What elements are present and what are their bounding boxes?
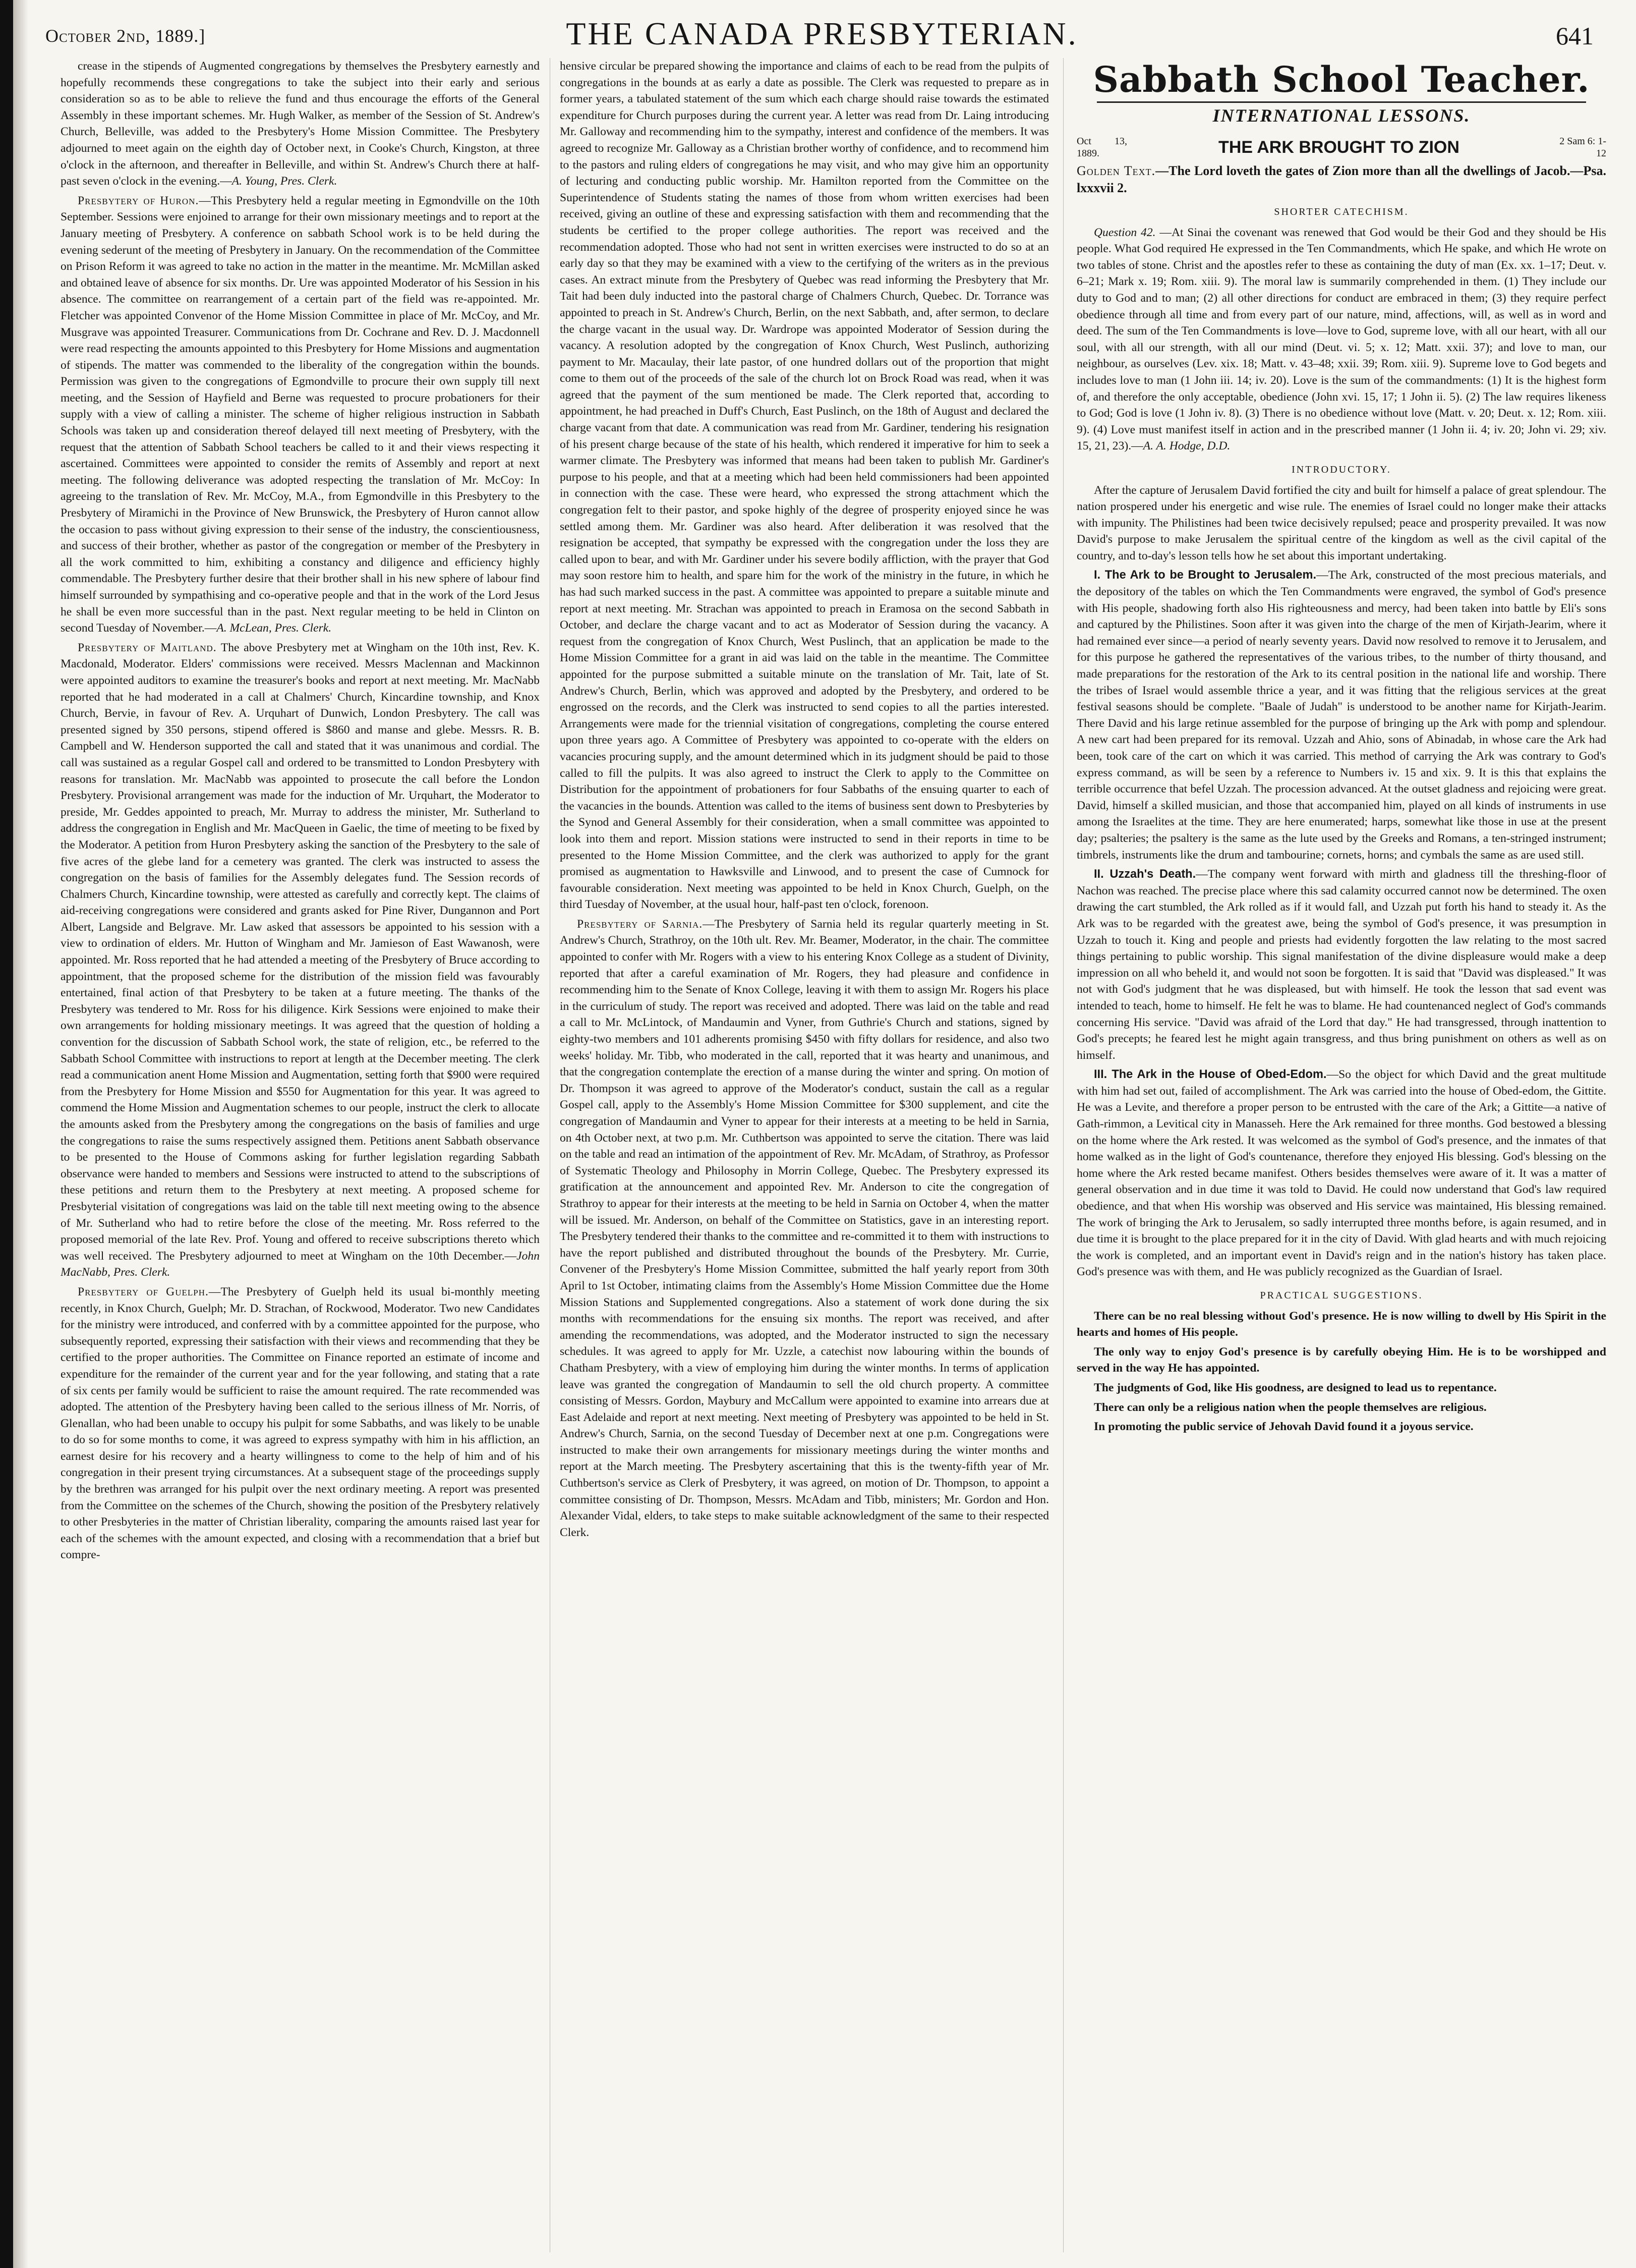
practical-suggestions-heading: PRACTICAL SUGGESTIONS.	[1260, 1290, 1423, 1301]
presbytery-report-maitland: Presbytery of Maitland. The above Presbytery met at Wingham on the 10th inst, Rev. K. Macdonald, Moderator. Elders' commissions were received. Messrs Maclennan and Mackinnon were appointed auditors to examine the treasurer's books and report at next meeting. Mr. MacNabb reported that he had moderated in a call at Chalmers' Church, Kincardine township, and Knox Church, Bervie, in favour of Rev. A. Urquhart of Dunwich, London Presbytery. The call was presented signed by 350 persons, stipend offered is $860 and manse and glebe. Messrs. R. B. Campbell and W. Henderson supported the call and stated that it was unanimous and cordial. The call was sustained as a regular Gospel call and ordered to be transmitted to London Presbytery with reasons for translation. Mr. MacNabb was appointed to prosecute the call before the London Presbytery. Provisional arrangement was made for the induction of Mr. Urquhart, the Moderator to preside, Mr. Geddes appointed to preach, Mr. Murray to address the minister, Mr. Sutherland to address the congregation in English and Mr. MacQueen in Gaelic, the time of meeting to be fixed by the Moderator. A petition from Huron Presbytery asking the sanction of the Presbytery to the sale of five acres of the glebe land for a cemetery was granted. The clerk was instructed to assess the congregation on the basis of families for the Assembly delegates fund. The Session records of Chalmers Church, Kincardine township, were attested as carefully and correctly kept. The claims of aid-receiving congregations were considered and grants asked for Pine River, Dungannon and Port Albert, Langside and Belgrave. Mr. Law asked that assessors be appointed to his session with a view to ordination of elders. Mr. Hutton of Wingham and Mr. Jamieson of East Wawanosh, were appointed. Mr. Ross reported that he had attended a meeting of the Presbytery of Bruce according to appointment, that the proposed scheme for the distribution of the mission field was favourably entertained, final action of that Presbytery to be taken at a future meeting. The thanks of the Presbytery was tendered to Mr. Ross for his diligence. Kirk Sessions were enjoined to make their own arrangements for holding missionary meetings. It was agreed that the question of holding a convention for the discussion of Sabbath School work, the state of religion, etc., be referred to the Sabbath School Committee with instructions to report at length at the December meeting. The clerk read a communication anent Home Mission and Augmentation, setting forth that $900 were required from the Presbytery for Home Mission and $550 for Augmentation for this year. It was agreed to commend the Home Mission and Augmentation schemes to our people, instruct the clerk to allocate the amounts asked from the Presbytery among the congregations on the basis of families and urge the congregations to raise the sums respectively assigned them. Petitions anent Sabbath observance to be presented to the House of Commons asking for further legislation regarding Sabbath observance were handed to members and Sessions were instructed to attend to the subscriptions of these petitions and return them to the Presbytery at next meeting. A proposed scheme for Presbyterial visitation of congregations was laid on the table till next meeting owing to the absence of Mr. Sutherland who had to retire before the close of the meeting. Mr. Ross referred to the proposed memorial of the late Rev. Prof. Young and offered to receive subscriptions thereto which was well received. The Presbytery adjourned to meet at Wingham on the 10th December.—John MacNabb, Pres. Clerk.	[61, 641, 540, 1279]
presbytery-report-guelph: Presbytery of Guelph.—The Presbytery of Guelph held its usual bi-monthly meeting recently, in Knox Church, Guelph; Mr. D. Strachan, of Rockwood, Moderator. Two new Candidates for the ministry were introduced, and conferred with by a committee appointed for the purpose, who subsequently reported, expressing their satisfaction with their views and recommending that they be certified to the proper authorities. The Committee on Finance reported an estimate of income and expenditure for the remainder of the current year and for the year following, and stating that a rate of six cents per family would be sufficient to raise the amount required. The rate recommended was adopted. The attention of the Presbytery having been called to the serious illness of Mr. Norris, of Glenallan, who had been unable to occupy his pulpit for some Sabbaths, and was likely to be unable to do so for some months to come, it was agreed to express sympathy with him in his affliction, an earnest desire for his recovery and a hearty willingness to come to the help of him and of his congregation in their present trying circumstances. At a subsequent stage of the proceedings supply by the brethren was arranged for his pulpit over the next ordinary meeting. A report was presented from the Committee on the schemes of the Church, showing the position of the Presbytery relatively to other Presbyteries in the matter of Christian liberality, comparing the amounts raised last year for each of the schemes with the amount expected, and closing with a recommendation that a brief but compre-	[61, 1285, 540, 1562]
catechism-text: Question 42. —At Sinai the covenant was renewed that God would be their God and they should be His people. What God required He expressed in the Ten Commandments, which He spake, and which He wrote on two tables of stone. Christ and the apostles refer to these as containing the duty of man (Ex. xx. 1–17; Deut. v. 6–21; Mark x. 19; Rom. xiii. 9). The moral law is summarily comprehended in them. (1) They include our duty to God and to man; (2) all other directions for conduct are embraced in them; (3) they require perfect obedience through all time and from every part of our nature, mind, affections, will, as well as in word and deed. The sum of the Ten Commandments is love—love to God, supreme love, with all our heart, with all our soul, with all our strength, with all our mind (Deut. vi. 5; x. 12; Matt. xxii. 37); and love to man, our neighbour, as ourselves (Lev. xix. 18; Matt. v. 43–48; xxii. 39; Rom. xiii. 9). Supreme love to God begets and includes love to man (1 John iii. 14; iv. 20). Love is the sum of the commandments: (1) It is the highest form of, and therefore the only acceptable, obedience (John xvi. 15, 17; 1 John ii. 5). (2) The law requires likeness to God; God is love (1 John iv. 8). (3) There is no obedience without love (Matt. v. 20; Deut. x. 12; Rom. xiii. 9). (4) Love must manifest itself in action and in the prescribed manner (1 John ii. 4; iv. 20; John vi. 29; xiv. 15, 21, 23).—A. A. Hodge, D.D.	[1077, 225, 1606, 453]
page-number: 641	[1556, 22, 1594, 50]
presbytery-report: crease in the stipends of Augmented congregations by themselves the Presbytery earnestly and hopefully recommends these congregations to take the subject into their early and serious consideration so as to be able to relieve the fund and thus encourage the efforts of the General Assembly in these important schemes. Mr. Hugh Walker, as member of the Session of St. Andrew's Church, Belleville, was added to the Presbytery's Home Mission Committee. The Presbytery adjourned to meet again on the eighth day of October next, in Cooke's Church, Kingston, at three o'clock in the afternoon, and thereafter in Belleville, and within St. Andrew's Church there at half-past seven o'clock in the evening.—A. Young, Pres. Clerk.	[61, 60, 540, 188]
golden-text: Golden Text.—The Lord loveth the gates of Zion more than all the dwellings of Jacob.—Psa. lxxxvii 2.	[1077, 163, 1606, 195]
introductory-text: After the capture of Jerusalem David fortified the city and built for himself a palace of great splendour. The nation prospered under his energetic and wise rule. The enemies of Israel could no longer make their attacks with impunity. The Philistines had been twice decisively repulsed; peace and prosperity prevailed. It was now David's purpose to make Jerusalem the spiritual centre of the kingdom as well as the civil capital of the country, and to-day's lesson tells how he set about this important undertaking.	[1077, 483, 1606, 562]
column-divider	[1063, 58, 1064, 2252]
section-subtitle: INTERNATIONAL LESSONS.	[1212, 105, 1471, 126]
newspaper-title: THE CANADA PRESBYTERIAN.	[566, 16, 1078, 51]
practical-suggestions	[1077, 1308, 1606, 1435]
introductory-heading: INTRODUCTORY.	[1292, 464, 1391, 475]
presbytery-report-huron: Presbytery of Huron.—This Presbytery held a regular meeting in Egmondville on the 10th September. Sessions were enjoined to arrange for their own missionary meetings and to report at the January meeting of Presbytery. A conference on sabbath School work is to be held during the evening sederunt of the meeting of Presbytery in January. On the recommendation of the Committee on Prison Reform it was agreed to take no action in the matter in the meantime. Mr. McMillan asked and obtained leave of absence for six months. Dr. Ure was appointed Moderator of his Session in his absence. The committee on rearrangement of a certain part of the field was re-appointed. Mr. Fletcher was appointed Convenor of the Home Mission Committee in place of Mr. McCoy, and Mr. Musgrave was appointed Treasurer. Communications from Dr. Cochrane and Rev. D. J. Macdonnell were read respecting the amounts appointed to this Presbytery for Home Missions and augmentation of stipends. The matter was commended to the liberality of the congregation within the bounds. Permission was given to the congregations of Egmondville to procure their own supply till next meeting, and the Session of Hayfield and Berne was requested to procure probationers for their supply with a view of calling a minister. The scheme of higher religious instruction in Sabbath Schools was taken up and consideration thereof delayed till next meeting of Presbytery, with the request that the attention of Sabbath School teachers be called to it and their views respecting it ascertained. Committees were appointed to consider the remits of Assembly and report at next meeting. The following deliverance was adopted respecting the translation of Mr. McCoy: In agreeing to the translation of Rev. Mr. McCoy, M.A., from Egmondville in this Presbytery to the Presbytery of Miramichi in the Province of New Brunswick, the Presbytery of Huron cannot allow the occasion to pass without giving expression to their sense of the industry, the conscientiousness, and success of their brother, whether as pastor of the congregation or member of the Presbytery in all the work committed to him, exhibiting a constancy and diligence and efficiency highly commendable. The Presbytery further desire that their brother shall in his new sphere of labour find himself surrounded by sympathising and co-operative people and that in the work of the Lord Jesus he shall be even more successful than in the past. Next regular meeting to be held in Clinton on second Tuesday of November.—A. McLean, Pres. Clerk.	[61, 194, 540, 635]
suggestion: There can only be a religious nation when the people themselves are religious.	[1094, 1400, 1487, 1414]
scan-margin-shadow	[13, 0, 28, 2268]
presbytery-report-guelph-cont: hensive circular be prepared showing the importance and claims of each to be read from the pulpits of congregations in the bounds at as early a date as possible. The Clerk was requested to prepare as in former years, a tabulated statement of the sum which each charge should raise towards the estimated expenditure for Church purposes during the current year. A letter was read from Dr. Laing introducing Mr. Galloway and recommending him to the sympathy, interest and confidence of the members. It was agreed to recognize Mr. Galloway as a Christian brother worthy of confidence, and to recommend him to the pastors and ruling elders of congregations he may visit, and who may give him an opportunity of lecturing and conducting public worship. Mr. Hamilton reported from the Committee on the Superintendence of Students stating the names of those from whom written exercises had been received, giving an outline of these and expressing satisfaction with them and recommending that the students be certified to the proper college authorities. The report was received and the recommendation adopted. Those who had not sent in written exercises were instructed to do so at an early day so that they may be examined with a view to the certifying of the writers as in the previous cases. An extract minute from the Presbytery of Quebec was read informing the Presbytery that Mr. Tait had been duly inducted into the pastoral charge of Chalmers Church, Quebec. Dr. Torrance was appointed to preach in St. Andrew's Church, Berlin, on the next Sabbath, and, after sermon, to declare the charge vacant in the usual way. Dr. Wardrope was appointed Moderator of Session during the vacancy. A resolution adopted by the congregation of Knox Church, West Puslinch, authorizing payment to Mr. Macaulay, their late pastor, of one hundred dollars out of the proportion that might come to them out of the proceeds of the sale of the church lot on Brock Road was read, when it was agreed that the payment of the sum mentioned be made. The Clerk reported that, according to appointment, he had preached in Duff's Church, East Puslinch, on the 18th of August and declared the charge vacant from that date. A communication was read from Mr. Gardiner, tendering his resignation of his present charge because of the state of his health, which rendered it imperative for him to seek a warmer climate. The Presbytery was informed that means had been taken to publish Mr. Gardiner's purpose to his people, and that at a meeting which had been held commissioners had been appointed in connection with the case. These were heard, who expressed the strong attachment which the congregation felt to their pastor, and spoke highly of the degree of prosperity enjoyed since he was settled among them. Mr. Gardiner was also heard. After deliberation it was resolved that the resignation be accepted, that sympathy be expressed with the congregation under the loss they are called upon to bear, and with Mr. Gardiner under his severe bodily affliction, with the prayer that God may soon restore him to health, and spare him for the work of the ministry in the future, in which he has had such marked success in the past. A committee was appointed to prepare a suitable minute and report at next meeting. Mr. Strachan was appointed to preach in Eramosa on the second Sabbath in October, and declare the charge vacant and to act as Moderator of Session during the vacancy. A request from the congregation of Knox Church, West Puslinch, that an application be made to the Home Mission Committee for a grant in aid was laid on the table in the meantime. The Committee appointed for the purpose submitted a suitable minute on the translation of Mr. Tait, late of St. Andrew's Church, Berlin, which was approved and adopted by the Presbytery, and ordered to be engrossed on the records, and the Clerk was instructed to send copies to all the parties interested. Arrangements were made for the triennial visitation of congregations, completing the course entered upon three years ago. A Committee of Presbytery was appointed to co-operate with the elders on vacancies procuring supply, and the amount determined which in its judgment should be paid to those called to fill the pulpits. It was also agreed to instruct the Clerk to apply to the Committee on Distribution for the appointment of probationers for four Sabbaths of the ensuing quarter to each of the vacancies in the bounds. Attention was called to the items of business sent down to Presbyteries by the Synod and General Assembly for their consideration, when a small committee was appointed to look into them and report. Mission stations were instructed to send in their reports in time to be presented to the Home Mission Committee, and the clerk was authorized to apply for the grant promised as augmentation to Hawksville and Linwood, and to present the case of Cumnock for favourable consideration. Next meeting was appointed to be held in Knox Church, Guelph, on the third Tuesday of November, at the usual hour, half-past ten o'clock, forenoon.	[560, 60, 1049, 912]
column-middle	[560, 58, 1049, 2252]
column-left	[61, 58, 540, 2252]
lesson-section-3: III. The Ark in the House of Obed-Edom.—So the object for which David and the great multitude with him had set out, failed of accomplishment. The Ark was carried into the house of Obed-edom, the Gittite. He was a Levite, and therefore a proper person to be entrusted with the care of the Ark; a Gittite—a native of Gath-rimmon, a Levitical city in Manasseh. Here the Ark remained for three months. God bestowed a blessing on the home where the Ark rested. It was welcomed as the symbol of God's presence, and the inmates of that home walked as in the light of God's countenance, therefore they enjoyed His blessing. God's blessing on the home where the Ark rested became manifest. Others besides themselves were aware of it. It was a matter of general observation and in due time it was told to David. He could now understand that God's law required obedience, and that when His worship was observed and His service was maintained, His blessing remained. The work of bringing the Ark to Jerusalem, so sadly interrupted three months before, is again resumed, and in due time it is brought to the place prepared for it in the city of David. With glad hearts and with much rejoicing the work is completed, and an important event in David's reign and in the nation's history has taken place. God's presence was with them, and He was publicly recognized as the Guardian of Israel.	[1077, 1068, 1606, 1279]
issue-date: October 2nd, 1889.]	[45, 26, 206, 46]
lesson-date: Oct 13, 1889.	[1077, 136, 1127, 159]
column-right	[1077, 58, 1606, 2252]
lesson-title: THE ARK BROUGHT TO ZION	[1218, 137, 1459, 157]
section-masthead: Sabbath School Teacher.	[1093, 59, 1590, 100]
page-header	[35, 11, 1609, 56]
suggestion: The only way to enjoy God's presence is by carefully obeying Him. He is to be worshipped and served in the way He has appointed.	[1077, 1345, 1606, 1375]
suggestion: The judgments of God, like His goodness, are designed to lead us to repentance.	[1094, 1381, 1497, 1394]
lesson-header	[1077, 135, 1606, 159]
presbytery-report-sarnia: Presbytery of Sarnia.—The Presbytery of Sarnia held its regular quarterly meeting in St. Andrew's Church, Strathroy, on the 10th ult. Rev. Mr. Beamer, Moderator, in the chair. The committee appointed to confer with Mr. Rogers with a view to his entering Knox College as a student of Divinity, reported that after a careful examination of Mr. Rogers, they had pleasure and confidence in recommending him to the Senate of Knox College, leaving it with them to assign Mr. Rogers his place in the curriculum of study. The report was received and adopted. There was laid on the table and read a call to Mr. McLintock, of Mandaumin and Vyner, from Guthrie's Church and stations, signed by eighty-two members and 101 adherents promising $450 with fifty dollars for residence, and also two weeks' holiday. Mr. Tibb, who moderated in the call, reported that it was hearty and unanimous, and that the congregation contemplate the erection of a manse during the winter and spring. On motion of Dr. Thompson it was agreed to approve of the Moderator's conduct, sustain the call as a regular Gospel call, apply to the Assembly's Home Mission Committee for $300 supplement, and cite the congregation of Mandaumin and Vyner to appear for their interests at a meeting to be held in Sarnia, on 4th October next, at two p.m. Mr. Cuthbertson was appointed to serve the citation. There was laid on the table and read an intimation of the appointment of Rev. Mr. McAdam, of Strathroy, as Professor of Systematic Theology and Philosophy in Morrin College, Quebec. The Presbytery expressed its gratification at the announcement and appointed Rev. Mr. Anderson to cite the congregation of Strathroy to appear for their interests at the meeting to be held in Sarnia on October 4, when the matter will be issued. Mr. Anderson, on behalf of the Committee on Statistics, gave in an interesting report. The Presbytery tendered their thanks to the committee and re-committed it to them with instructions to have the report published and distributed throughout the bounds of the Presbytery. Mr. Currie, Convener of the Presbytery's Home Mission Committee, submitted the half yearly report from 30th April to 1st October, intimating claims from the Assembly's Home Mission Committee due the Home Mission Stations and Supplemented congregations. Also a statement of work done during the six months with recommendations for the ensuing six months. The report was received, and after amending the recommendations, was adopted, and the Moderator instructed to sign the necessary schedules. It was agreed to apply for Mr. Uzzle, a catechist now labouring within the bounds of Chatham Presbytery, with a view of employing him during the winter months. In terms of application leave was granted the congregation of Mandaumin to sell the old church property. A committee consisting of Messrs. Gordon, Maybury and McCallum were appointed to examine into arrears due at East Adelaide and report at next meeting. Next meeting of Presbytery was appointed to be held in St. Andrew's Church, Sarnia, on the second Tuesday of December next at one p.m. Congregations were instructed to make their own arrangements for missionary meetings during the winter months and report at the March meeting. The Presbytery ascertaining that this is the twenty-fifth year of Mr. Cuthbertson's service as Clerk of Presbytery, it was agreed, on motion of Dr. Thompson, to appoint a committee consisting of Dr. Thompson, Messrs. McAdam and Tibb, ministers; Mr. Gordon and Hon. Alexander Vidal, elders, to take steps to make suitable acknowledgment of the same to their respected Clerk.	[560, 917, 1049, 1539]
scan-binding-edge	[0, 0, 13, 2268]
lesson-reference: 2 Sam 6: 1-12	[1559, 136, 1606, 159]
lesson-section-2: II. Uzzah's Death.—The company went forward with mirth and gladness till the threshing-floor of Nachon was reached. The precise place where this sad calamity occurred cannot now be determined. The oxen drawing the cart stumbled, the Ark rolled as if it would fall, and Uzzah put forth his hand to steady it. As the Ark was to be regarded with the greatest awe, being the symbol of God's presence, it was presumption in Uzzah to touch it. King and people and priests had evidently forgotten the law relating to the most sacred things pertaining to public worship. This signal manifestation of the divine displeasure would make a deep impression on all who beheld it, and would not soon be forgotten. It is said that "David was displeased." It was not with God's judgment that he was displeased, but with himself. He took the lesson that sad event was intended to teach, home to himself. He felt he was to blame. He had countenanced neglect of God's commands concerning His service. "David was afraid of the Lord that day." He had transgressed, through inattention to God's precepts; he feared lest he might again transgress, and thus bring punishment on others as well as on himself.	[1077, 868, 1606, 1062]
suggestion: There can be no real blessing without God's presence. He is now willing to dwell by His Spirit in the hearts and homes of His people.	[1077, 1309, 1606, 1339]
catechism-heading: SHORTER CATECHISM.	[1274, 206, 1409, 217]
suggestion: In promoting the public service of Jehovah David found it a joyous service.	[1094, 1420, 1474, 1434]
lesson-section-1: I. The Ark to be Brought to Jerusalem.—The Ark, constructed of the most precious materials, and the depository of the tables on which the Ten Commandments were engraved, the symbol of God's presence with His people, shadowing forth also His righteousness and mercy, had been taken into battle by Eli's sons and captured by the Philistines. Soon after it was given into the charge of the men of Kirjath-Jearim, where it had remained ever since—a period of nearly seventy years. David now resolved to remove it to Jerusalem, and for this purpose he gathered the representatives of the various tribes, to the number of thirty thousand, and made preparations for the restoration of the Ark to its central position in the national life and worship. There the tribes of Israel would assemble thrice a year, and it was fitting that the religious services at the great festival seasons should be complete. "Baale of Judah" is understood to be another name for Kirjath-Jearim. There David and his large retinue assembled for the purpose of bringing up the Ark with pomp and splendour. A new cart had been prepared for its removal. Uzzah and Ahio, sons of Abinadab, in whose care the Ark had been, took care of the cart on which it was carried. This method of carrying the Ark was contrary to God's express command, as will be seen by a reference to Numbers iv. 15 and xix. 9. It is this that explains the terrible occurrence that befel Uzzah. The procession advanced. At the outset gladness and rejoicing were great. David, himself a skilled musician, and those that accompanied him, played on all kinds of instruments in use among the Israelites at the time. They are here enumerated; harps, somewhat like those in use at the present day; psalteries; the psaltery is the same as the lute used by the Greeks and Romans, a ten-stringed instrument; timbrels, instruments like the drum and tambourine; cornets, horns; and cymbals the same as are used still.	[1077, 569, 1606, 862]
